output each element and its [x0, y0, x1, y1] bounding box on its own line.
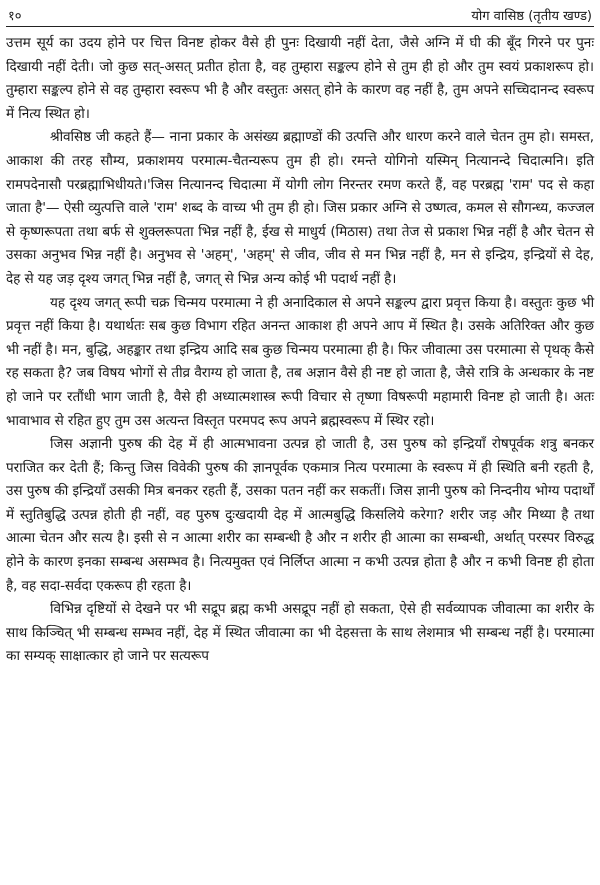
paragraph-1: उत्तम सूर्य का उदय होने पर चित्त विनष्ट होकर वैसे ही पुनः दिखायी नहीं देता, जैसे अग्नि में घी की बूँद गिरने पर पुनः दिखायी नहीं देती। जो कुछ सत्-असत् प्रतीत होता है, वह तुम्हारा सङ्कल्प होने से तुम ही हो और तुम स्वयं प्रकाशरूप हो। तुम्हारा सङ्कल्प होने से वह तुम्हारा स्वरूप भी है और वस्तुतः असत् होने के कारण वह नहीं है, तुम अपने सच्चिदानन्द स्वरूप में नित्य स्थित हो।: [6, 35, 594, 122]
book-title: योग वासिष्ठ (तृतीय खण्ड): [471, 9, 592, 24]
page-number: १०: [8, 9, 22, 24]
paragraph-4: जिस अज्ञानी पुरुष की देह में ही आत्मभावना उत्पन्न हो जाती है, उस पुरुष को इन्द्रियाँ रोषपूर्वक शत्रु बनकर पराजित कर देती हैं; किन्तु जिस विवेकी पुरुष की ज्ञानपूर्वक एकमात्र नित्य परमात्मा के स्वरूप में ही स्थिति बनी रहती है, उस पुरुष की इन्द्रियाँ उसकी मित्र बनकर रहती हैं, उसका पतन नहीं कर सकतीं। जिस ज्ञानी पुरुष को निन्दनीय भोग्य पदार्थों में स्तुतिबुद्धि उत्पन्न होती ही नहीं, वह पुरुष दुःखदायी देह में आत्मबुद्धि किसलिये करेगा? शरीर जड़ और मिथ्या है तथा आत्मा चेतन और सत्य है। इसी से न आत्मा शरीर का सम्बन्धी है और न शरीर ही आत्मा का सम्बन्धी, अर्थात् परस्पर विरुद्ध होने के कारण इनका सम्बन्ध असम्भव है। नित्यमुक्त एवं निर्लिप्त आत्मा न कभी उत्पन्न होता है और न कभी विनष्ट ही होता है, वह सदा-सर्वदा एकरूप ही रहता है।: [6, 436, 594, 594]
paragraph-5: विभिन्न दृष्टियों से देखने पर भी सद्रूप ब्रह्म कभी असद्रूप नहीं हो सकता, ऐसे ही सर्वव्यापक जीवात्मा का शरीर के साथ किञ्चित् भी सम्बन्ध सम्भव नहीं, देह में स्थित जीवात्मा का भी देहसत्ता के साथ लेशमात्र भी सम्बन्ध नहीं है। परमात्मा का सम्यक् साक्षात्कार हो जाने पर सत्यरूप: [6, 601, 594, 665]
page-header: [6, 2, 594, 27]
paragraph-2: श्रीवसिष्ठ जी कहते हैं— नाना प्रकार के असंख्य ब्रह्माण्डों की उत्पत्ति और धारण करने वाले चेतन तुम हो। समस्त, आकाश की तरह सौम्य, प्रकाशमय परमात्म-चैतन्यरूप तुम ही हो। रमन्ते योगिनो यस्मिन् नित्यानन्दे चिदात्मनि। इति रामपदेनासौ परब्रह्माभिधीयते।'जिस नित्यानन्द चिदात्मा में योगी लोग निरन्तर रमण करते हैं, वह परब्रह्म 'राम' पद से कहा जाता है'— ऐसी व्युत्पत्ति वाले 'राम' शब्द के वाच्य भी तुम ही हो। जिस प्रकार अग्नि से उष्णत्व, कमल से सौगन्ध्य, कज्जल से कृष्णरूपता तथा बर्फ से शुक्लरूपता भिन्न नहीं है, ईख से माधुर्य (मिठास) तथा तेज से प्रकाश भिन्न नहीं है और चेतन से उसका अनुभव भिन्न नहीं है। अनुभव से 'अहम्', 'अहम्' से जीव, जीव से मन भिन्न नहीं है, मन से इन्द्रिय, इन्द्रियों से देह, देह से यह जड़ दृश्य जगत् भिन्न नहीं है, जगत् से भिन्न अन्य कोई भी पदार्थ नहीं है।: [6, 129, 594, 287]
page-body: [6, 32, 594, 669]
paragraph-3: यह दृश्य जगत् रूपी चक्र चिन्मय परमात्मा ने ही अनादिकाल से अपने सङ्कल्प द्वारा प्रवृत्त किया है। वस्तुतः कुछ भी प्रवृत्त नहीं किया है। यथार्थतः सब कुछ विभाग रहित अनन्त आकाश ही अपने आप में स्थित है। उसके अतिरिक्त और कुछ भी नहीं है। मन, बुद्धि, अहङ्कार तथा इन्द्रिय आदि सब कुछ चिन्मय परमात्मा ही है। फिर जीवात्मा उस परमात्मा से पृथक् कैसे रह सकता है? जब विषय भोगों से तीव्र वैराग्य हो जाता है, तब अज्ञान वैसे ही नष्ट हो जाता है, जैसे रात्रि के अन्धकार के नष्ट हो जाने पर रतौंधी भाग जाती है, वैसे ही अध्यात्मशास्त्र रूपी विचार से तृष्णा विषरूपी महामारी विनष्ट हो जाती है। अतः भावाभाव से रहित हुए तुम उस अत्यन्त विस्तृत परमपद रूप अपने ब्रह्मस्वरूप में स्थिर रहो।: [6, 294, 594, 429]
